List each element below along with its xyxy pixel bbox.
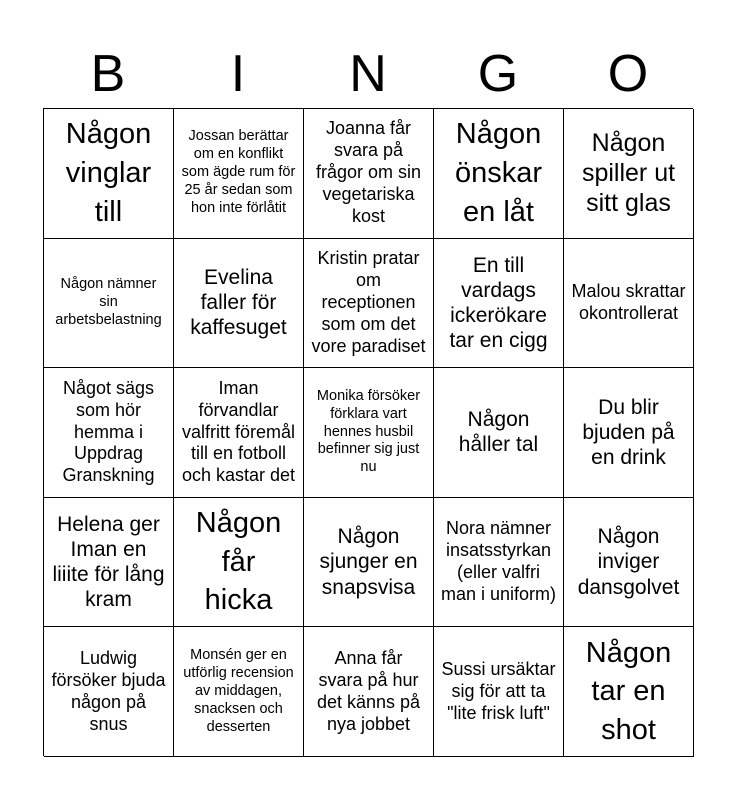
cell-text: Monsén ger en utförlig recension av middagen, snacksen och desserten (183, 646, 294, 735)
bingo-cell[interactable] (304, 239, 434, 369)
header-letter-n: N (349, 45, 387, 103)
bingo-cell[interactable] (174, 239, 304, 369)
bingo-cell[interactable] (564, 498, 694, 628)
bingo-cell[interactable] (564, 627, 694, 757)
bingo-card (43, 108, 693, 756)
cell-text: Någon nämner sin arbetsbelastning (55, 275, 162, 328)
bingo-cell[interactable] (304, 627, 434, 757)
cell-text: Anna får svara på hur det känns på nya jobbet (316, 647, 421, 734)
bingo-cell[interactable] (564, 239, 694, 369)
bingo-cell[interactable] (174, 368, 304, 498)
cell-text: Malou skrattar okontrollerat (571, 280, 686, 323)
bingo-cell[interactable] (434, 498, 564, 628)
bingo-cell[interactable] (174, 109, 304, 239)
bingo-cell[interactable] (304, 368, 434, 498)
bingo-header (43, 42, 693, 106)
bingo-cell[interactable] (304, 498, 434, 628)
bingo-cell[interactable] (564, 109, 694, 239)
cell-text: Någon tar en shot (585, 636, 672, 746)
cell-text: Någon vinglar till (65, 118, 152, 228)
cell-text: Någon får hicka (195, 507, 282, 617)
cell-text: Någon önskar en låt (454, 118, 543, 228)
bingo-cell[interactable] (44, 239, 174, 369)
bingo-cell[interactable] (44, 368, 174, 498)
bingo-cell[interactable] (564, 368, 694, 498)
bingo-cell[interactable] (174, 498, 304, 628)
cell-text: Jossan berättar om en konflikt som ägde rum för 25 år sedan som hon inte förlåtit (181, 128, 296, 217)
header-letter-b: B (90, 45, 126, 103)
header-letter-o: O (607, 45, 649, 103)
bingo-cell[interactable] (44, 627, 174, 757)
cell-text: Ludwig försöker bjuda någon på snus (51, 647, 166, 734)
bingo-cell[interactable] (174, 627, 304, 757)
header-letter-g: G (477, 45, 519, 103)
cell-text: Helena ger Iman en liiite för lång kram (52, 512, 165, 612)
cell-text: Evelina faller för kaffesuget (190, 266, 287, 340)
cell-text: Joanna får svara på frågor om sin vegetariska kost (315, 118, 422, 227)
cell-text: Någon håller tal (458, 408, 539, 457)
bingo-cell[interactable] (434, 239, 564, 369)
bingo-cell[interactable] (44, 109, 174, 239)
cell-text: Någon spiller ut sitt glas (581, 129, 676, 218)
cell-text: Iman förvandlar valfritt föremål till en fotboll och kastar det (181, 377, 296, 486)
bingo-cell[interactable] (44, 498, 174, 628)
header-letter-i: I (230, 45, 246, 103)
cell-text: Sussi ursäktar sig för att ta "lite frisk luft" (441, 658, 556, 723)
cell-text: Nora nämner insatsstyrkan (eller valfri man i uniform) (440, 518, 557, 605)
cell-text: Något sägs som hör hemma i Uppdrag Granskning (62, 377, 155, 486)
cell-text: Du blir bjuden på en drink (582, 395, 675, 470)
cell-text: En till vardags ickerökare tar en cigg (449, 253, 548, 353)
bingo-cell[interactable] (434, 109, 564, 239)
cell-text: Monika försöker förklara vart hennes husbil befinner sig just nu (316, 387, 421, 476)
bingo-cell[interactable] (434, 368, 564, 498)
cell-text: Kristin pratar om receptionen som om det vore paradiset (311, 248, 426, 356)
bingo-cell[interactable] (434, 627, 564, 757)
cell-text: Någon sjunger en snapsvisa (319, 525, 418, 599)
cell-text: Någon inviger dansgolvet (577, 525, 680, 599)
bingo-cell[interactable] (304, 109, 434, 239)
